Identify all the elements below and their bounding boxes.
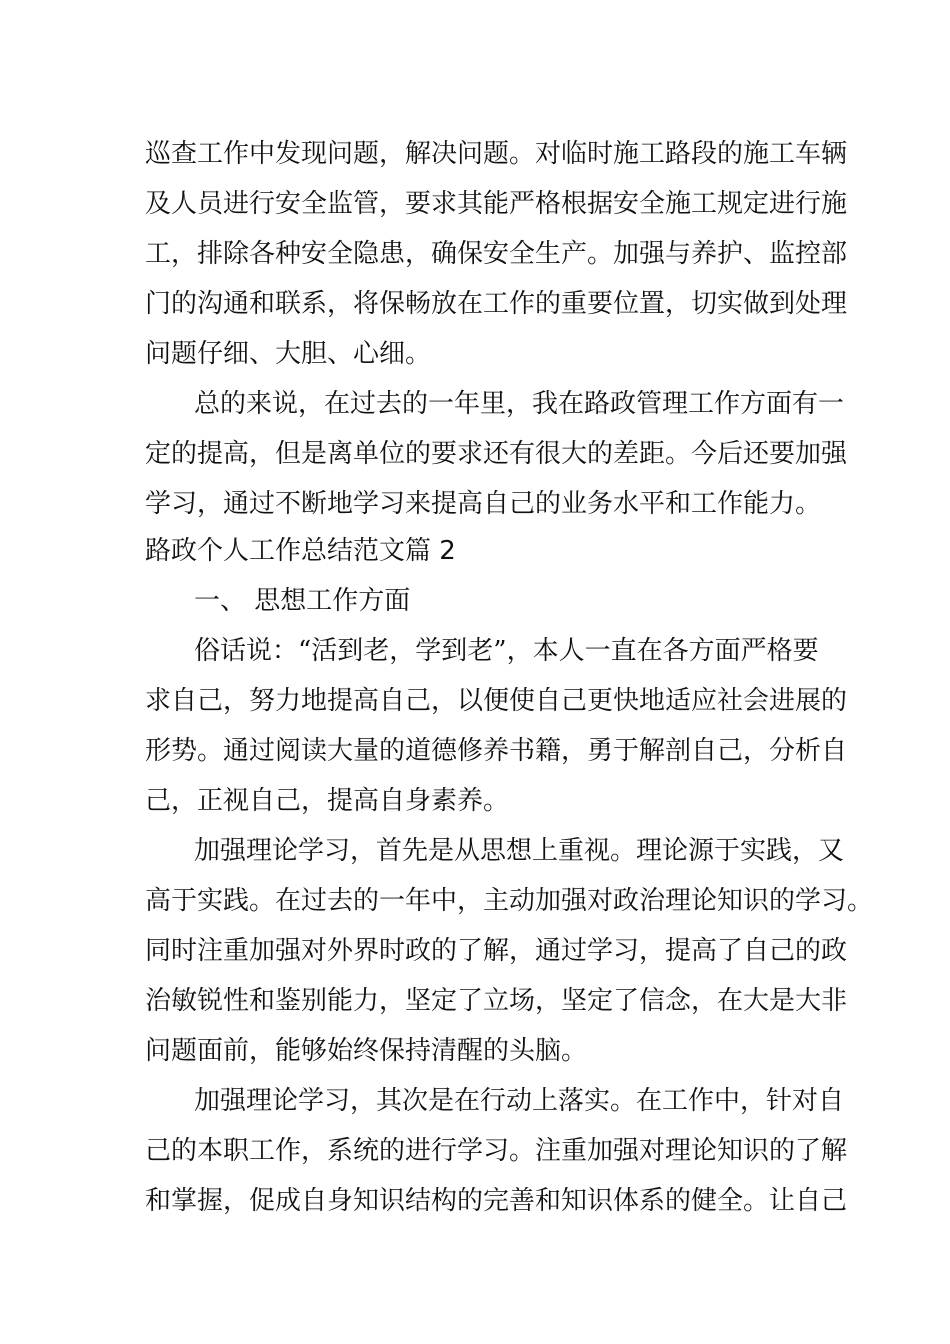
body-line: 学习，通过不断地学习来提高自己的业务水平和工作能力。 — [145, 489, 822, 519]
body-line: 己，正视自己，提高自身素养。 — [145, 786, 510, 816]
section-title: 路政个人工作总结范文篇 2 — [145, 536, 456, 566]
body-line: 同时注重加强对外界时政的了解，通过学习，提高了自己的政 — [145, 936, 848, 966]
body-line: 门的沟通和联系，将保畅放在工作的重要位置，切实做到处理 — [145, 289, 848, 319]
body-line: 治敏锐性和鉴别能力，坚定了立场，坚定了信念，在大是大非 — [145, 986, 848, 1016]
body-line: 工，排除各种安全隐患，确保安全生产。加强与养护、监控部 — [145, 239, 848, 269]
body-line: 己的本职工作，系统的进行学习。注重加强对理论知识的了解 — [145, 1136, 848, 1166]
body-line: 问题仔细、大胆、心细。 — [145, 339, 432, 369]
body-line: 求自己，努力地提高自己，以便使自己更快地适应社会进展的 — [145, 686, 848, 716]
body-line: 高于实践。在过去的一年中，主动加强对政治理论知识的学习。 — [145, 886, 874, 916]
body-line: 问题面前，能够始终保持清醒的头脑。 — [145, 1036, 588, 1066]
paragraph-first-line: 加强理论学习，其次是在行动上落实。在工作中，针对自 — [194, 1086, 845, 1116]
paragraph-first-line: 俗话说：“活到老，学到老”，本人一直在各方面严格要 — [194, 636, 819, 666]
paragraph-first-line: 总的来说，在过去的一年里，我在路政管理工作方面有一 — [194, 389, 845, 419]
body-line: 巡查工作中发现问题，解决问题。对临时施工路段的施工车辆 — [145, 139, 848, 169]
body-line: 和掌握，促成自身知识结构的完善和知识体系的健全。让自己 — [145, 1186, 848, 1216]
body-line: 形势。通过阅读大量的道德修养书籍，勇于解剖自己，分析自 — [145, 736, 848, 766]
body-line: 定的提高，但是离单位的要求还有很大的差距。今后还要加强 — [145, 439, 848, 469]
body-line: 及人员进行安全监管，要求其能严格根据安全施工规定进行施 — [145, 189, 848, 219]
paragraph-first-line: 加强理论学习，首先是从思想上重视。理论源于实践，又 — [194, 836, 845, 866]
subsection-heading: 一、 思想工作方面 — [194, 586, 411, 616]
